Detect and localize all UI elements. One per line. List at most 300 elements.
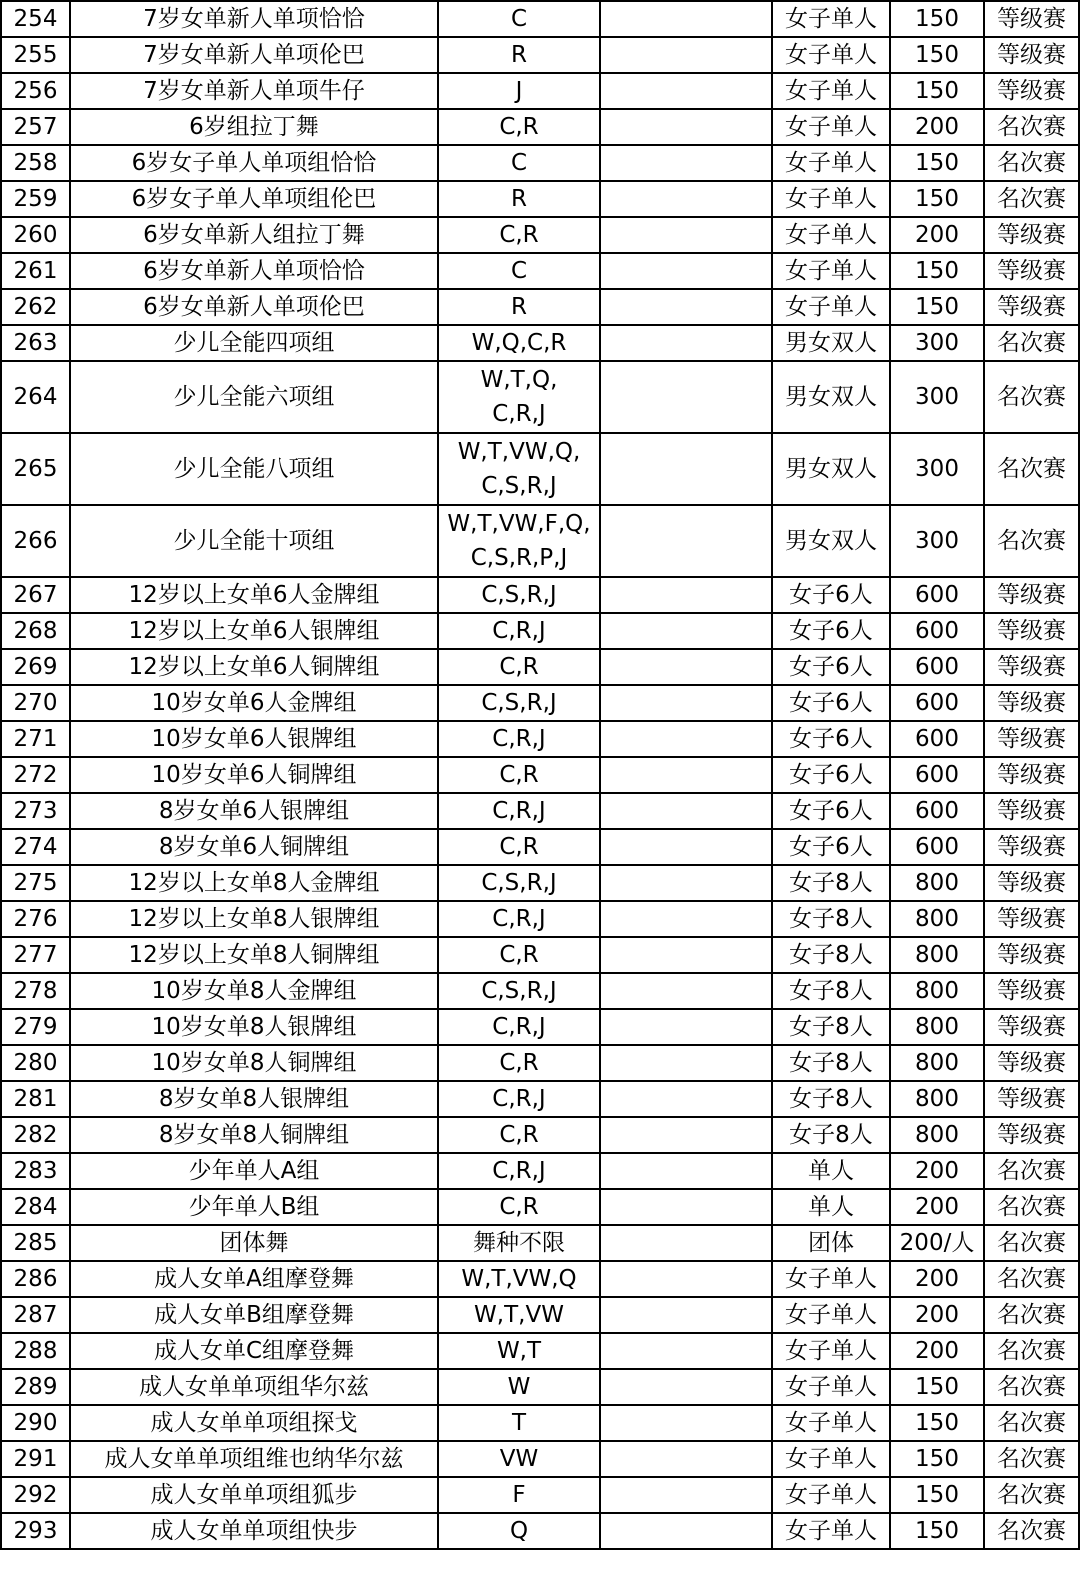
dance-list-line: C,R — [499, 942, 539, 968]
entry-type-cell: 女子6人 — [772, 577, 890, 613]
competition-format-cell: 名次赛 — [984, 361, 1079, 433]
event-number-cell: 258 — [1, 145, 70, 181]
event-number-cell: 261 — [1, 253, 70, 289]
event-name-cell: 10岁女单8人银牌组 — [70, 1009, 438, 1045]
event-number-cell: 256 — [1, 73, 70, 109]
dances-cell — [438, 181, 600, 217]
entry-type-cell: 女子单人 — [772, 1441, 890, 1477]
entry-type-cell: 女子单人 — [772, 1261, 890, 1297]
fee-cell: 150 — [890, 289, 984, 325]
note-cell — [600, 793, 772, 829]
entry-type-cell: 女子单人 — [772, 1, 890, 37]
table-row — [1, 685, 1079, 721]
event-number-cell: 271 — [1, 721, 70, 757]
entry-type-cell: 男女双人 — [772, 433, 890, 505]
event-number-cell: 254 — [1, 1, 70, 37]
fee-cell: 150 — [890, 1369, 984, 1405]
event-name-cell: 12岁以上女单8人铜牌组 — [70, 937, 438, 973]
note-cell — [600, 1225, 772, 1261]
dances-cell — [438, 361, 600, 433]
fee-cell: 800 — [890, 1081, 984, 1117]
fee-cell: 600 — [890, 793, 984, 829]
entry-type-cell: 女子6人 — [772, 757, 890, 793]
dances-cell — [438, 973, 600, 1009]
dance-list-line: C,R,J — [492, 726, 546, 752]
entry-type-cell: 女子6人 — [772, 649, 890, 685]
event-number-cell: 276 — [1, 901, 70, 937]
event-name-cell: 8岁女单8人银牌组 — [70, 1081, 438, 1117]
dances-cell — [438, 793, 600, 829]
competition-format-cell: 等级赛 — [984, 613, 1079, 649]
table-row — [1, 433, 1079, 505]
event-number-cell: 291 — [1, 1441, 70, 1477]
competition-format-cell: 等级赛 — [984, 829, 1079, 865]
note-cell — [600, 433, 772, 505]
event-number-cell: 275 — [1, 865, 70, 901]
fee-cell: 600 — [890, 721, 984, 757]
competition-format-cell: 名次赛 — [984, 1441, 1079, 1477]
note-cell — [600, 1333, 772, 1369]
competition-format-cell: 等级赛 — [984, 73, 1079, 109]
dance-list-line: W,T,VW,F,Q, — [447, 511, 591, 537]
entry-type-cell: 女子6人 — [772, 613, 890, 649]
competition-format-cell: 等级赛 — [984, 577, 1079, 613]
note-cell — [600, 1513, 772, 1549]
note-cell — [600, 145, 772, 181]
competition-format-cell: 等级赛 — [984, 649, 1079, 685]
competition-format-cell: 等级赛 — [984, 1081, 1079, 1117]
dance-list-line: C,R,J — [492, 618, 546, 644]
fee-cell: 300 — [890, 433, 984, 505]
event-number-cell: 288 — [1, 1333, 70, 1369]
entry-type-cell: 女子单人 — [772, 37, 890, 73]
fee-cell: 150 — [890, 253, 984, 289]
competition-format-cell: 名次赛 — [984, 1261, 1079, 1297]
event-number-cell: 268 — [1, 613, 70, 649]
event-name-cell: 10岁女单6人金牌组 — [70, 685, 438, 721]
entry-type-cell: 女子单人 — [772, 1477, 890, 1513]
competition-format-cell: 等级赛 — [984, 937, 1079, 973]
entry-type-cell: 女子单人 — [772, 181, 890, 217]
fee-cell: 150 — [890, 37, 984, 73]
competition-format-cell: 名次赛 — [984, 1297, 1079, 1333]
competition-format-cell: 等级赛 — [984, 37, 1079, 73]
note-cell — [600, 937, 772, 973]
dance-list-line: C — [510, 6, 528, 32]
dance-list-line: C,R,J — [492, 1158, 546, 1184]
dance-list-line: W,T,VW — [474, 1302, 564, 1328]
table-row — [1, 793, 1079, 829]
event-name-cell: 成人女单B组摩登舞 — [70, 1297, 438, 1333]
competition-format-cell: 名次赛 — [984, 1513, 1079, 1549]
entry-type-cell: 女子单人 — [772, 1405, 890, 1441]
note-cell — [600, 289, 772, 325]
table-row — [1, 1, 1079, 37]
fee-cell: 800 — [890, 865, 984, 901]
competition-format-cell: 名次赛 — [984, 1225, 1079, 1261]
event-number-cell: 281 — [1, 1081, 70, 1117]
competition-format-cell: 名次赛 — [984, 1405, 1079, 1441]
dance-list-line: C,R,J — [492, 1014, 546, 1040]
event-name-cell: 6岁女子单人单项组恰恰 — [70, 145, 438, 181]
entry-type-cell: 女子8人 — [772, 1045, 890, 1081]
dance-list-line: C,R,J — [492, 798, 546, 824]
note-cell — [600, 1, 772, 37]
event-name-cell: 6岁女单新人单项恰恰 — [70, 253, 438, 289]
event-number-cell: 285 — [1, 1225, 70, 1261]
entry-type-cell: 女子单人 — [772, 289, 890, 325]
table-row — [1, 1081, 1079, 1117]
table-row — [1, 829, 1079, 865]
dances-cell — [438, 253, 600, 289]
event-name-cell: 成人女单单项组快步 — [70, 1513, 438, 1549]
competition-format-cell: 名次赛 — [984, 145, 1079, 181]
dances-cell — [438, 613, 600, 649]
dances-cell — [438, 1189, 600, 1225]
fee-cell: 800 — [890, 1009, 984, 1045]
event-number-cell: 264 — [1, 361, 70, 433]
competition-format-cell: 名次赛 — [984, 325, 1079, 361]
event-number-cell: 293 — [1, 1513, 70, 1549]
note-cell — [600, 73, 772, 109]
competition-format-cell: 名次赛 — [984, 1189, 1079, 1225]
fee-cell: 300 — [890, 361, 984, 433]
event-table-body — [1, 1, 1079, 1549]
table-row — [1, 1477, 1079, 1513]
entry-type-cell: 男女双人 — [772, 361, 890, 433]
fee-cell: 600 — [890, 613, 984, 649]
fee-cell: 150 — [890, 1441, 984, 1477]
note-cell — [600, 577, 772, 613]
event-name-cell: 10岁女单8人铜牌组 — [70, 1045, 438, 1081]
event-name-cell: 8岁女单8人铜牌组 — [70, 1117, 438, 1153]
dances-cell — [438, 901, 600, 937]
table-row — [1, 1441, 1079, 1477]
note-cell — [600, 1477, 772, 1513]
note-cell — [600, 1045, 772, 1081]
note-cell — [600, 1153, 772, 1189]
entry-type-cell: 男女双人 — [772, 505, 890, 577]
competition-format-cell: 等级赛 — [984, 793, 1079, 829]
competition-format-cell: 名次赛 — [984, 505, 1079, 577]
competition-format-cell: 等级赛 — [984, 1, 1079, 37]
entry-type-cell: 单人 — [772, 1189, 890, 1225]
note-cell — [600, 1441, 772, 1477]
event-name-cell: 少儿全能四项组 — [70, 325, 438, 361]
note-cell — [600, 1189, 772, 1225]
event-name-cell: 少年单人A组 — [70, 1153, 438, 1189]
fee-cell: 300 — [890, 505, 984, 577]
note-cell — [600, 757, 772, 793]
dance-list-line: 舞种不限 — [473, 1230, 565, 1256]
dances-cell — [438, 1009, 600, 1045]
dance-list-line: C,R — [499, 1122, 539, 1148]
dance-list-line: T — [511, 1410, 527, 1436]
event-name-cell: 7岁女单新人单项牛仔 — [70, 73, 438, 109]
dance-list-line: R — [511, 186, 527, 212]
dances-cell — [438, 1225, 600, 1261]
entry-type-cell: 女子8人 — [772, 1117, 890, 1153]
entry-type-cell: 女子单人 — [772, 145, 890, 181]
table-row — [1, 1009, 1079, 1045]
dances-cell — [438, 577, 600, 613]
dances-cell — [438, 1441, 600, 1477]
dances-cell — [438, 937, 600, 973]
event-number-cell: 280 — [1, 1045, 70, 1081]
event-number-cell: 266 — [1, 505, 70, 577]
note-cell — [600, 1369, 772, 1405]
dances-cell — [438, 1477, 600, 1513]
entry-type-cell: 女子单人 — [772, 1333, 890, 1369]
dances-cell — [438, 1261, 600, 1297]
entry-type-cell: 女子单人 — [772, 109, 890, 145]
competition-format-cell: 等级赛 — [984, 1045, 1079, 1081]
entry-type-cell: 女子单人 — [772, 253, 890, 289]
dances-cell — [438, 73, 600, 109]
table-row — [1, 37, 1079, 73]
note-cell — [600, 217, 772, 253]
dances-cell — [438, 1369, 600, 1405]
event-number-cell: 259 — [1, 181, 70, 217]
table-row — [1, 901, 1079, 937]
event-number-cell: 282 — [1, 1117, 70, 1153]
dance-list-line: C,R — [499, 114, 539, 140]
event-number-cell: 274 — [1, 829, 70, 865]
entry-type-cell: 女子8人 — [772, 1009, 890, 1045]
event-name-cell: 12岁以上女单8人金牌组 — [70, 865, 438, 901]
fee-cell: 200 — [890, 1189, 984, 1225]
competition-format-cell: 等级赛 — [984, 1117, 1079, 1153]
table-row — [1, 1225, 1079, 1261]
event-name-cell: 成人女单C组摩登舞 — [70, 1333, 438, 1369]
entry-type-cell: 女子单人 — [772, 217, 890, 253]
table-row — [1, 1117, 1079, 1153]
dance-list-line: C,S,R,P,J — [470, 545, 568, 571]
dance-list-line: W,T,VW,Q — [461, 1266, 577, 1292]
note-cell — [600, 901, 772, 937]
event-name-cell: 成人女单单项组探戈 — [70, 1405, 438, 1441]
event-name-cell: 7岁女单新人单项伦巴 — [70, 37, 438, 73]
dance-list-line: VW — [499, 1446, 539, 1472]
table-row — [1, 217, 1079, 253]
dance-list-line: W — [507, 1374, 531, 1400]
dance-list-line: R — [511, 294, 527, 320]
event-number-cell: 284 — [1, 1189, 70, 1225]
event-number-cell: 286 — [1, 1261, 70, 1297]
dance-list-line: Q — [509, 1518, 529, 1544]
competition-format-cell: 名次赛 — [984, 109, 1079, 145]
competition-format-cell: 等级赛 — [984, 685, 1079, 721]
fee-cell: 800 — [890, 973, 984, 1009]
dances-cell — [438, 433, 600, 505]
dance-list-line: J — [515, 78, 523, 104]
competition-format-cell: 名次赛 — [984, 1153, 1079, 1189]
event-name-cell: 6岁组拉丁舞 — [70, 109, 438, 145]
fee-cell: 600 — [890, 577, 984, 613]
event-name-cell: 团体舞 — [70, 1225, 438, 1261]
table-row — [1, 1513, 1079, 1549]
entry-type-cell: 女子8人 — [772, 973, 890, 1009]
event-name-cell: 少年单人B组 — [70, 1189, 438, 1225]
event-number-cell: 277 — [1, 937, 70, 973]
dances-cell — [438, 1117, 600, 1153]
dance-list-line: W,T — [496, 1338, 542, 1364]
fee-cell: 200 — [890, 217, 984, 253]
event-name-cell: 少儿全能八项组 — [70, 433, 438, 505]
event-name-cell: 7岁女单新人单项恰恰 — [70, 1, 438, 37]
table-row — [1, 361, 1079, 433]
event-name-cell: 6岁女单新人单项伦巴 — [70, 289, 438, 325]
table-row — [1, 1405, 1079, 1441]
dance-list-line: W,T,VW,Q, — [457, 439, 581, 465]
note-cell — [600, 325, 772, 361]
event-name-cell: 12岁以上女单8人银牌组 — [70, 901, 438, 937]
table-row — [1, 1261, 1079, 1297]
table-row — [1, 865, 1079, 901]
fee-cell: 800 — [890, 937, 984, 973]
entry-type-cell: 女子6人 — [772, 793, 890, 829]
event-name-cell: 成人女单单项组维也纳华尔兹 — [70, 1441, 438, 1477]
fee-cell: 150 — [890, 1513, 984, 1549]
fee-cell: 200 — [890, 1153, 984, 1189]
dance-list-line: C,S,R,J — [481, 978, 557, 1004]
entry-type-cell: 团体 — [772, 1225, 890, 1261]
dances-cell — [438, 1513, 600, 1549]
event-number-cell: 263 — [1, 325, 70, 361]
dance-list-line: C,S,R,J — [481, 473, 557, 499]
competition-format-cell: 名次赛 — [984, 1369, 1079, 1405]
entry-type-cell: 女子8人 — [772, 1081, 890, 1117]
entry-type-cell: 女子8人 — [772, 901, 890, 937]
entry-type-cell: 男女双人 — [772, 325, 890, 361]
note-cell — [600, 721, 772, 757]
table-row — [1, 577, 1079, 613]
dances-cell — [438, 1405, 600, 1441]
event-name-cell: 12岁以上女单6人铜牌组 — [70, 649, 438, 685]
competition-format-cell: 等级赛 — [984, 1009, 1079, 1045]
table-row — [1, 1297, 1079, 1333]
fee-cell: 800 — [890, 1045, 984, 1081]
entry-type-cell: 单人 — [772, 1153, 890, 1189]
note-cell — [600, 109, 772, 145]
event-number-cell: 267 — [1, 577, 70, 613]
dances-cell — [438, 505, 600, 577]
table-row — [1, 1189, 1079, 1225]
entry-type-cell: 女子单人 — [772, 1513, 890, 1549]
competition-format-cell: 等级赛 — [984, 253, 1079, 289]
event-name-cell: 8岁女单6人铜牌组 — [70, 829, 438, 865]
table-row — [1, 289, 1079, 325]
dances-cell — [438, 829, 600, 865]
entry-type-cell: 女子6人 — [772, 685, 890, 721]
table-row — [1, 937, 1079, 973]
fee-cell: 300 — [890, 325, 984, 361]
dances-cell — [438, 1081, 600, 1117]
dance-list-line: C,S,R,J — [481, 870, 557, 896]
dances-cell — [438, 721, 600, 757]
event-name-cell: 6岁女单新人组拉丁舞 — [70, 217, 438, 253]
note-cell — [600, 361, 772, 433]
fee-cell: 800 — [890, 901, 984, 937]
dance-list-line: R — [511, 42, 527, 68]
fee-cell: 200 — [890, 1261, 984, 1297]
note-cell — [600, 37, 772, 73]
dances-cell — [438, 865, 600, 901]
competition-format-cell: 名次赛 — [984, 1477, 1079, 1513]
event-number-cell: 273 — [1, 793, 70, 829]
event-number-cell: 290 — [1, 1405, 70, 1441]
note-cell — [600, 1405, 772, 1441]
entry-type-cell: 女子8人 — [772, 865, 890, 901]
note-cell — [600, 1009, 772, 1045]
event-name-cell: 成人女单单项组华尔兹 — [70, 1369, 438, 1405]
fee-cell: 200/人 — [890, 1225, 984, 1261]
note-cell — [600, 865, 772, 901]
dance-list-line: C — [510, 150, 528, 176]
dances-cell — [438, 1333, 600, 1369]
event-name-cell: 6岁女子单人单项组伦巴 — [70, 181, 438, 217]
dance-list-line: C,R,J — [492, 401, 546, 427]
table-row — [1, 109, 1079, 145]
note-cell — [600, 973, 772, 1009]
note-cell — [600, 1261, 772, 1297]
dance-list-line: C — [510, 258, 528, 284]
table-row — [1, 253, 1079, 289]
table-row — [1, 973, 1079, 1009]
note-cell — [600, 1117, 772, 1153]
competition-format-cell: 名次赛 — [984, 181, 1079, 217]
fee-cell: 200 — [890, 1333, 984, 1369]
dance-list-line: C,S,R,J — [481, 582, 557, 608]
dances-cell — [438, 1153, 600, 1189]
dance-list-line: C,R — [499, 654, 539, 680]
event-name-cell: 10岁女单8人金牌组 — [70, 973, 438, 1009]
note-cell — [600, 181, 772, 217]
fee-cell: 150 — [890, 181, 984, 217]
note-cell — [600, 253, 772, 289]
dances-cell — [438, 289, 600, 325]
dance-list-line: C,R,J — [492, 1086, 546, 1112]
event-number-cell: 278 — [1, 973, 70, 1009]
event-number-cell: 289 — [1, 1369, 70, 1405]
event-number-cell: 269 — [1, 649, 70, 685]
dance-list-line: C,R — [499, 222, 539, 248]
fee-cell: 600 — [890, 649, 984, 685]
dances-cell — [438, 37, 600, 73]
note-cell — [600, 1081, 772, 1117]
event-name-cell: 10岁女单6人铜牌组 — [70, 757, 438, 793]
dances-cell — [438, 757, 600, 793]
competition-format-cell: 名次赛 — [984, 433, 1079, 505]
table-row — [1, 649, 1079, 685]
table-row — [1, 1369, 1079, 1405]
event-name-cell: 12岁以上女单6人金牌组 — [70, 577, 438, 613]
dances-cell — [438, 109, 600, 145]
fee-cell: 200 — [890, 1297, 984, 1333]
event-name-cell: 成人女单A组摩登舞 — [70, 1261, 438, 1297]
table-row — [1, 1333, 1079, 1369]
dance-list-line: C,R — [499, 762, 539, 788]
table-row — [1, 505, 1079, 577]
dances-cell — [438, 145, 600, 181]
note-cell — [600, 685, 772, 721]
table-row — [1, 1045, 1079, 1081]
event-number-cell: 257 — [1, 109, 70, 145]
fee-cell: 600 — [890, 685, 984, 721]
event-number-cell: 279 — [1, 1009, 70, 1045]
event-number-cell: 272 — [1, 757, 70, 793]
competition-format-cell: 名次赛 — [984, 1333, 1079, 1369]
